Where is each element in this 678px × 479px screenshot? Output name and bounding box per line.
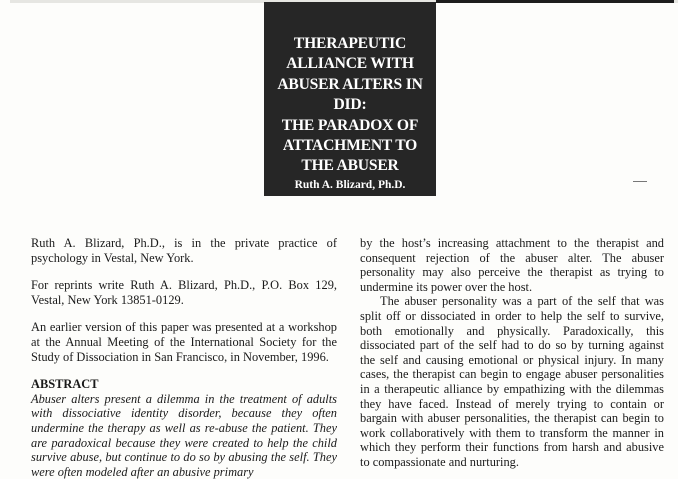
author-name: Ruth A. Blizard, Ph.D. — [294, 179, 406, 191]
reprints-note: For reprints write Ruth A. Blizard, Ph.D., P.O. Box 129, Vestal, New York 13851-0129. — [31, 278, 337, 307]
article-title — [264, 34, 436, 177]
abstract-heading: ABSTRACT — [31, 377, 99, 392]
title-block — [264, 2, 436, 196]
title-line: THE PARADOX OF — [281, 116, 419, 134]
body-paragraph: The abuser personality was a part of the self that was split off or dissociated in order to help the self to survive, both emotionally and physically. Paradoxically, this dissociated part of the self had to do so by turning against the self and causing emotional or physical injury. In many cases, the therapist can begin to engage abuser personalities in a therapeutic alliance by empathizing with the dilemmas they have faced. Instead of merely trying to contain or bargain with abuser personalities, the therapist can begin to work collaboratively with them to transform the manner in which they perform their functions from harsh and abusive to compassionate and nurturing. — [360, 294, 664, 469]
title-line: ABUSER ALTERS IN DID: — [277, 75, 423, 114]
title-line: ALLIANCE WITH — [286, 55, 414, 73]
top-rule-dark — [436, 0, 674, 3]
title-line: THERAPEUTIC — [293, 35, 407, 52]
presentation-note: An earlier version of this paper was presented at a workshop at the Annual Meeting of the International Society for the Study of Dissociation in San Francisco, in November, 1996. — [31, 320, 337, 364]
left-column — [31, 236, 337, 479]
title-line: ATTACHMENT TO — [282, 137, 418, 155]
margin-mark — [633, 181, 647, 182]
author-bio: Ruth A. Blizard, Ph.D., is in the private practice of psychology in Vestal, New York. — [31, 236, 337, 265]
right-column — [360, 236, 664, 470]
body-paragraph: by the host’s increasing attachment to the therapist and consequent rejection of the abuser alter. The abuser personality may also perceive the therapist as trying to undermine its power over the host. — [360, 236, 664, 294]
title-line: THE ABUSER — [301, 157, 399, 175]
abstract-text: Abuser alters present a dilemma in the treatment of adults with dissociative identity disorder, because they often undermine the therapy as well as re-abuse the patient. They are paradoxical because they were created to help the child survive abuse, but continue to do so by abusing the self. They were often modeled after an abusive primary — [31, 391, 337, 479]
